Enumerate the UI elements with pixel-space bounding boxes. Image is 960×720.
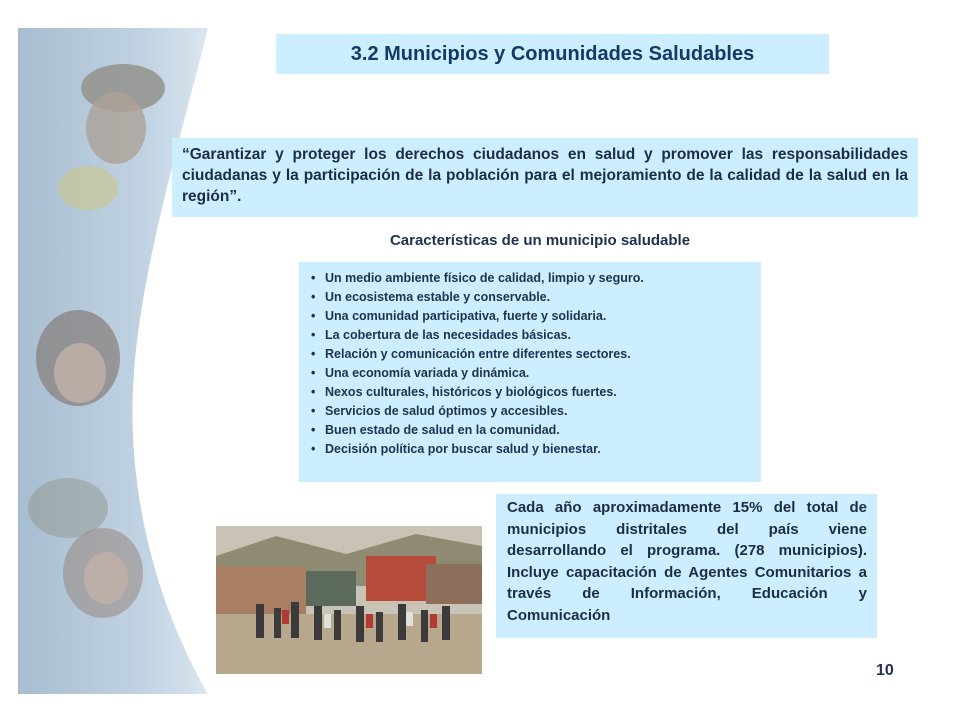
list-item: • Nexos culturales, históricos y biológicos fuertes. bbox=[311, 383, 753, 402]
list-item: • Decisión política por buscar salud y bienestar. bbox=[311, 440, 753, 459]
list-item: • Servicios de salud óptimos y accesibles. bbox=[311, 402, 753, 421]
characteristics-heading: Características de un municipio saludable bbox=[389, 232, 691, 249]
decorative-photo-strip bbox=[18, 28, 208, 694]
slide-title: 3.2 Municipios y Comunidades Saludables bbox=[276, 34, 829, 74]
mission-quote: “Garantizar y proteger los derechos ciudadanos en salud y promover las responsabilidades ciudadanas y la participación de la población para el mejoramiento de la calidad de la salud en la región”. bbox=[172, 138, 918, 217]
list-item: • Buen estado de salud en la comunidad. bbox=[311, 421, 753, 440]
characteristics-list bbox=[299, 262, 761, 482]
page-number: 10 bbox=[876, 662, 894, 679]
bullet-icon: • bbox=[311, 328, 316, 342]
bullet-icon: • bbox=[311, 290, 316, 304]
program-info-box: Cada año aproximadamente 15% del total de municipios distritales del país viene desarrollando el programa. (278 municipios). Incluye capacitación de Agentes Comunitarios a través de Información, Educación y Comunicación bbox=[496, 494, 877, 638]
bullet-icon: • bbox=[311, 423, 316, 437]
list-item: • Un medio ambiente físico de calidad, limpio y seguro. bbox=[311, 269, 753, 288]
bullet-icon: • bbox=[311, 385, 316, 399]
list-item: • Una comunidad participativa, fuerte y solidaria. bbox=[311, 307, 753, 326]
bullet-icon: • bbox=[311, 347, 316, 361]
bullet-icon: • bbox=[311, 309, 316, 323]
list-item: • La cobertura de las necesidades básicas. bbox=[311, 326, 753, 345]
list-item: • Un ecosistema estable y conservable. bbox=[311, 288, 753, 307]
bullet-icon: • bbox=[311, 271, 316, 285]
bullet-icon: • bbox=[311, 442, 316, 456]
bullet-icon: • bbox=[311, 404, 316, 418]
list-item: • Una economía variada y dinámica. bbox=[311, 364, 753, 383]
community-gathering-photo bbox=[216, 526, 482, 674]
list-item: • Relación y comunicación entre diferentes sectores. bbox=[311, 345, 753, 364]
bullet-icon: • bbox=[311, 366, 316, 380]
